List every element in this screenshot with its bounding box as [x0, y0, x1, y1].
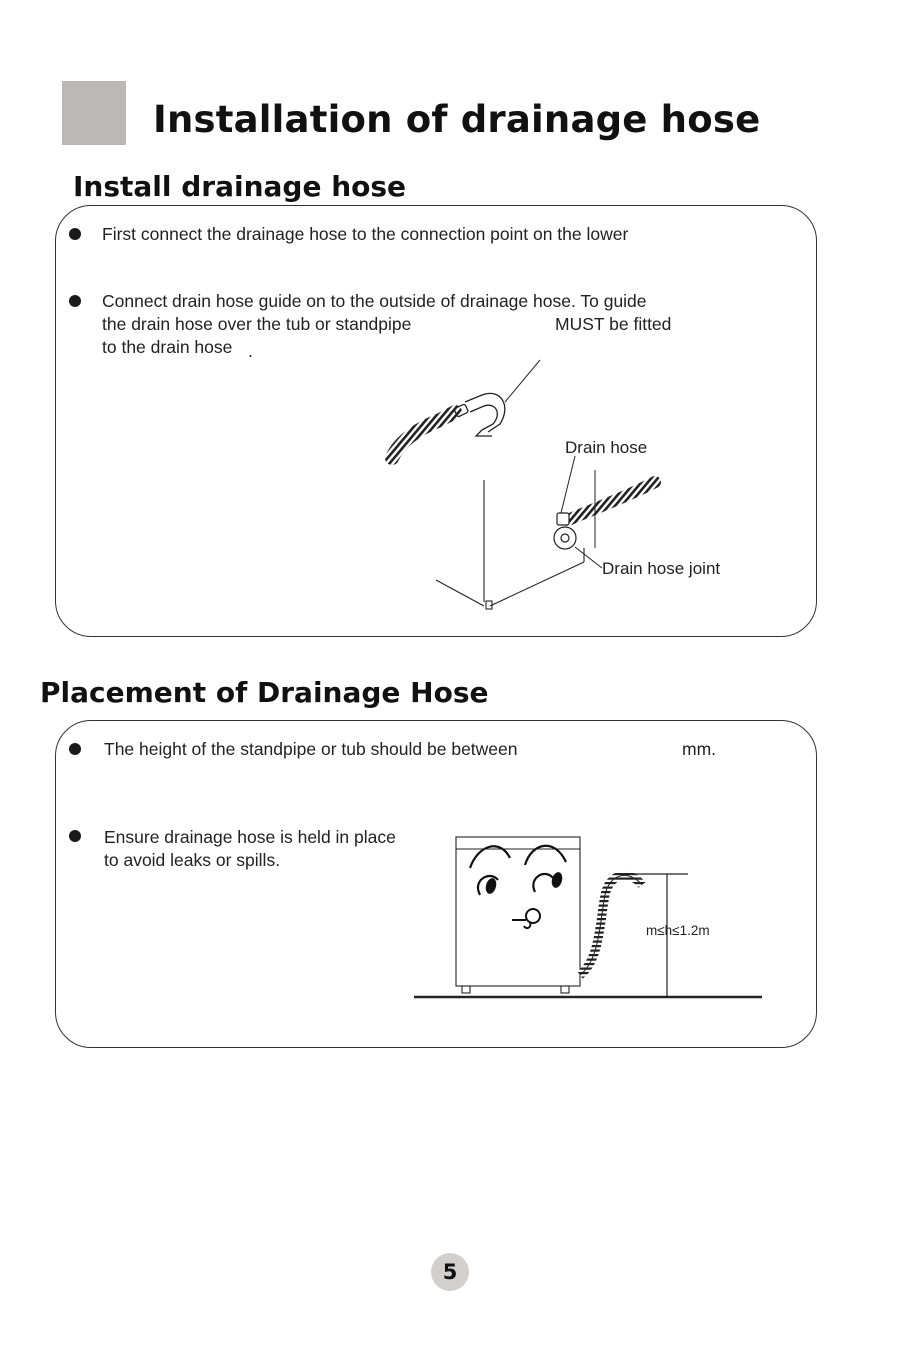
guide-leader-line — [505, 360, 540, 402]
page-title: Installation of drainage hose — [153, 98, 761, 141]
drain-hose-icon — [392, 412, 455, 458]
attached-hose-icon — [568, 482, 655, 520]
bullet-icon — [69, 295, 81, 307]
hose-placement-illustration — [410, 830, 770, 1000]
page-number-badge: 5 — [431, 1253, 469, 1291]
instruction-guide-line3: to the drain hose — [102, 337, 233, 357]
instruction-guide-line1: Connect drain hose guide on to the outside of drainage hose. To guide — [102, 291, 647, 311]
bullet-icon — [69, 830, 81, 842]
label-drain-hose-joint: Drain hose joint — [602, 559, 721, 578]
washing-machine-icon — [456, 837, 580, 993]
instruction-height-unit: mm. — [682, 739, 717, 759]
instruction-hold-hose-line1: Ensure drainage hose is held in place — [104, 827, 396, 847]
instruction-guide-must-fitted: MUST be fitted — [555, 314, 672, 334]
drain-hose-icon — [580, 875, 642, 975]
instruction-guide-period: . — [248, 341, 253, 361]
section-heading-install: Install drainage hose — [73, 170, 407, 203]
instruction-connect-hose: First connect the drainage hose to the connection point on the lower — [102, 224, 629, 244]
instruction-hold-hose-line2: to avoid leaks or spills. — [104, 850, 281, 870]
height-range-label: m≤h≤1.2m — [646, 923, 710, 938]
instruction-standpipe-height: The height of the standpipe or tub should be between — [104, 739, 518, 759]
bullet-icon — [69, 743, 81, 755]
bullet-icon — [69, 228, 81, 240]
section-heading-placement: Placement of Drainage Hose — [40, 676, 489, 709]
section-marker — [62, 81, 126, 145]
hose-guide-icon — [454, 393, 505, 436]
instruction-guide-line2: the drain hose over the tub or standpipe — [102, 314, 412, 334]
label-drain-hose: Drain hose — [565, 438, 648, 457]
